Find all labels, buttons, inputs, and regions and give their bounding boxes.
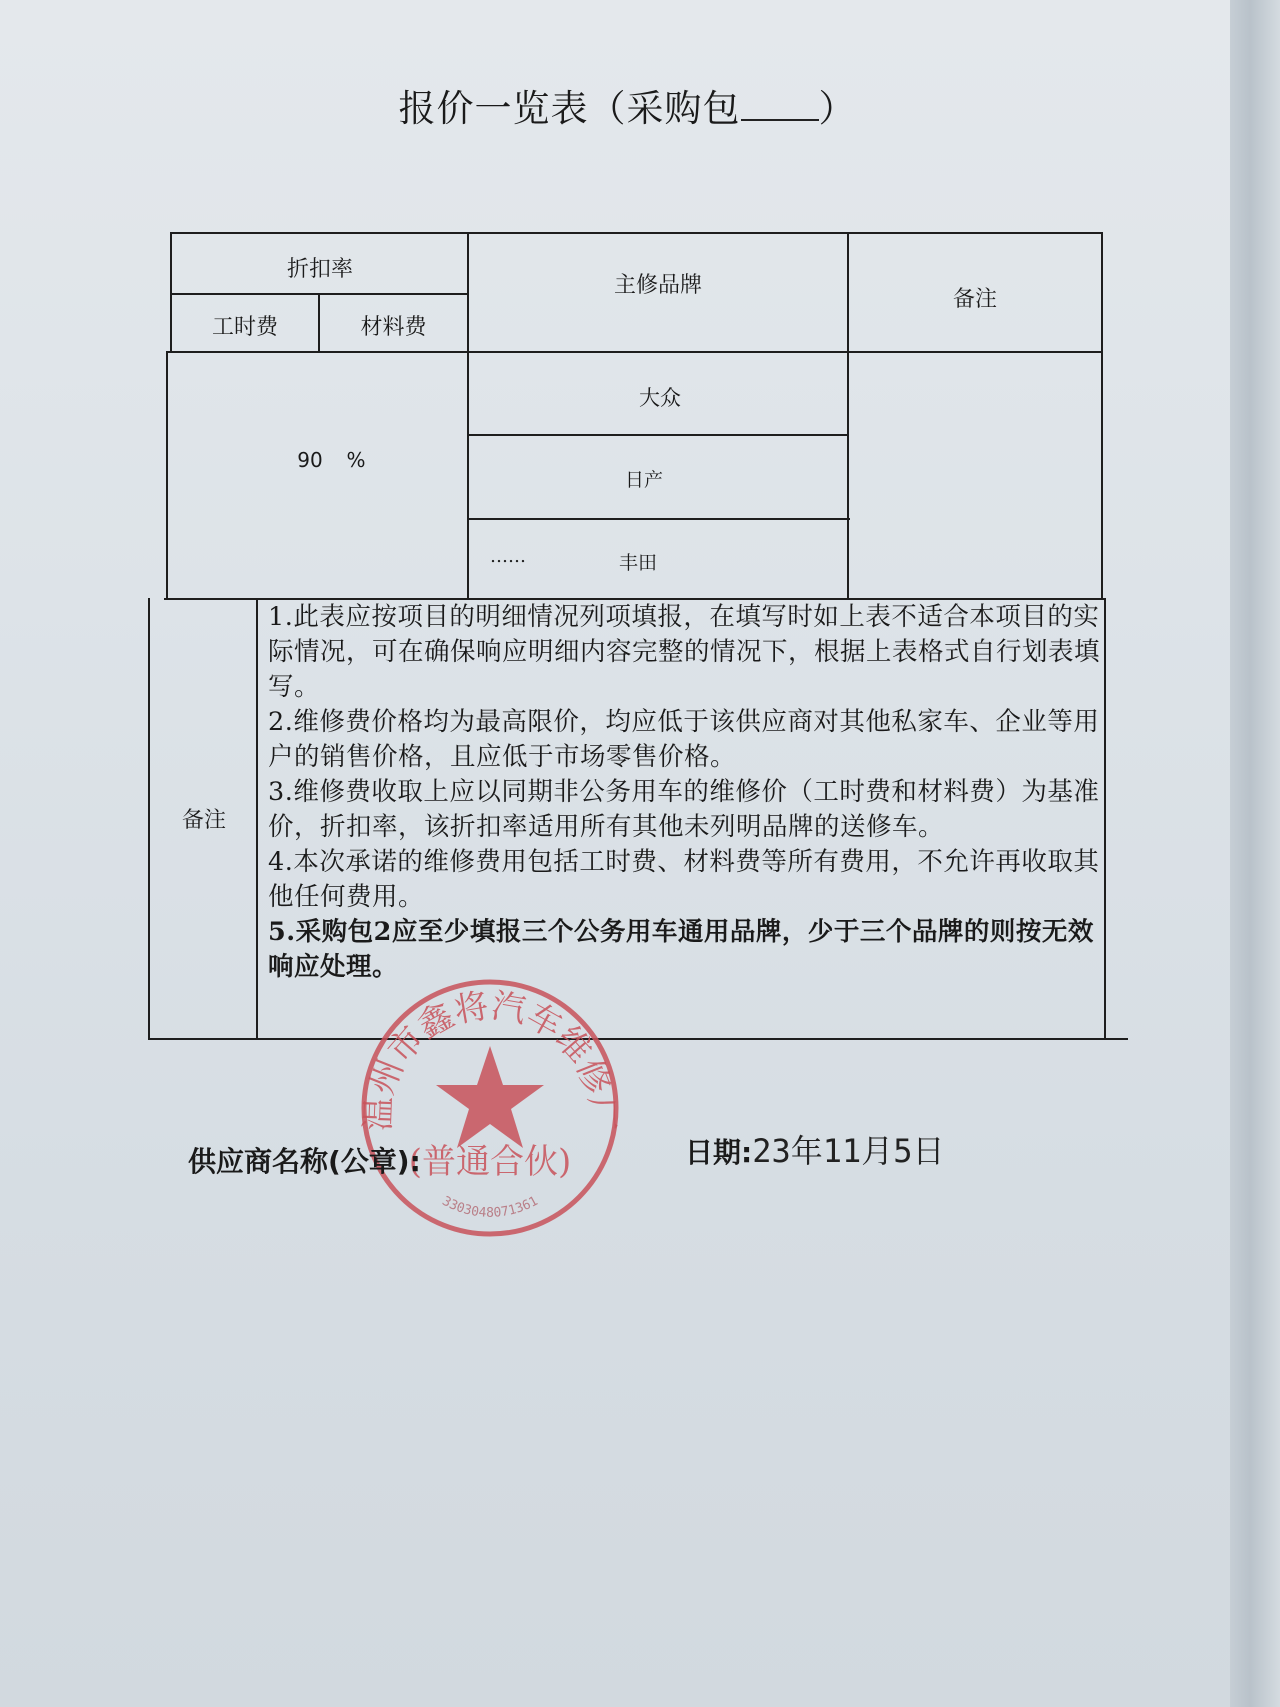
note-5: 5.采购包2应至少填报三个公务用车通用品牌，少于三个品牌的则按无效响应处理。 — [268, 917, 1094, 982]
rate-unit: % — [346, 448, 366, 472]
date-handwritten: 23年11月5日 — [752, 1132, 945, 1170]
notes-label: 备注 — [181, 808, 226, 833]
brand-ellipsis: …… — [490, 546, 526, 567]
brand-toyota: 丰田 — [618, 552, 657, 574]
remark-header: 备注 — [952, 287, 997, 312]
title-close: ） — [818, 87, 857, 130]
note-1: 1.此表应按项目的明细情况列项填报，在填写时如上表不适合本项目的实际情况，可在确保响应明细内容完整的情况下，根据上表格式自行划表填写。 — [268, 602, 1101, 702]
brand-nissan: 日产 — [624, 469, 663, 491]
discount-rate-header: 折扣率 — [286, 257, 353, 282]
main-brand-header: 主修品牌 — [613, 273, 702, 298]
supplier-label: 供应商名称(公章): — [188, 1145, 421, 1178]
table-right-upper — [1101, 232, 1103, 599]
brand-volkswagen: 大众 — [639, 386, 681, 410]
note-3: 3.维修费收取上应以同期非公务用车的维修价（工时费和材料费）为基准价，折扣率，该折扣率适用所有其他未列明品牌的送修车。 — [268, 777, 1100, 842]
labor-fee-header: 工时费 — [211, 315, 278, 340]
material-fee-header: 材料费 — [360, 315, 427, 340]
table-left-lower — [148, 598, 150, 1040]
date-row — [685, 1126, 945, 1172]
title-text: 报价一览表（采购包 — [398, 87, 741, 130]
note-4: 4.本次承诺的维修费用包括工时费、材料费等所有费用，不允许再收取其他任何费用。 — [268, 847, 1100, 912]
date-label: 日期: — [685, 1136, 753, 1169]
brand-divider-2 — [468, 518, 850, 520]
company-seal — [350, 968, 630, 1248]
note-2: 2.维修费价格均为最高限价，均应低于该供应商对其他私家车、企业等用户的销售价格，且应低于市场零售价格。 — [268, 707, 1100, 772]
table-border-top — [170, 232, 1102, 234]
seal-name: 温州市鑫将汽车维修厂 — [358, 985, 622, 1132]
brand-divider-1 — [468, 434, 848, 436]
rate-value: 90 — [297, 448, 323, 472]
notes-list — [268, 600, 1118, 985]
notes-label-divider — [256, 598, 258, 1040]
seal-partnership: (普通合伙) — [408, 1142, 572, 1182]
table-border-bottom — [148, 1038, 1128, 1040]
seal-code: 3303048071361 — [439, 1193, 541, 1221]
table-left-middle — [166, 351, 168, 599]
star-icon — [436, 1046, 544, 1148]
header-bottom — [168, 351, 1102, 353]
